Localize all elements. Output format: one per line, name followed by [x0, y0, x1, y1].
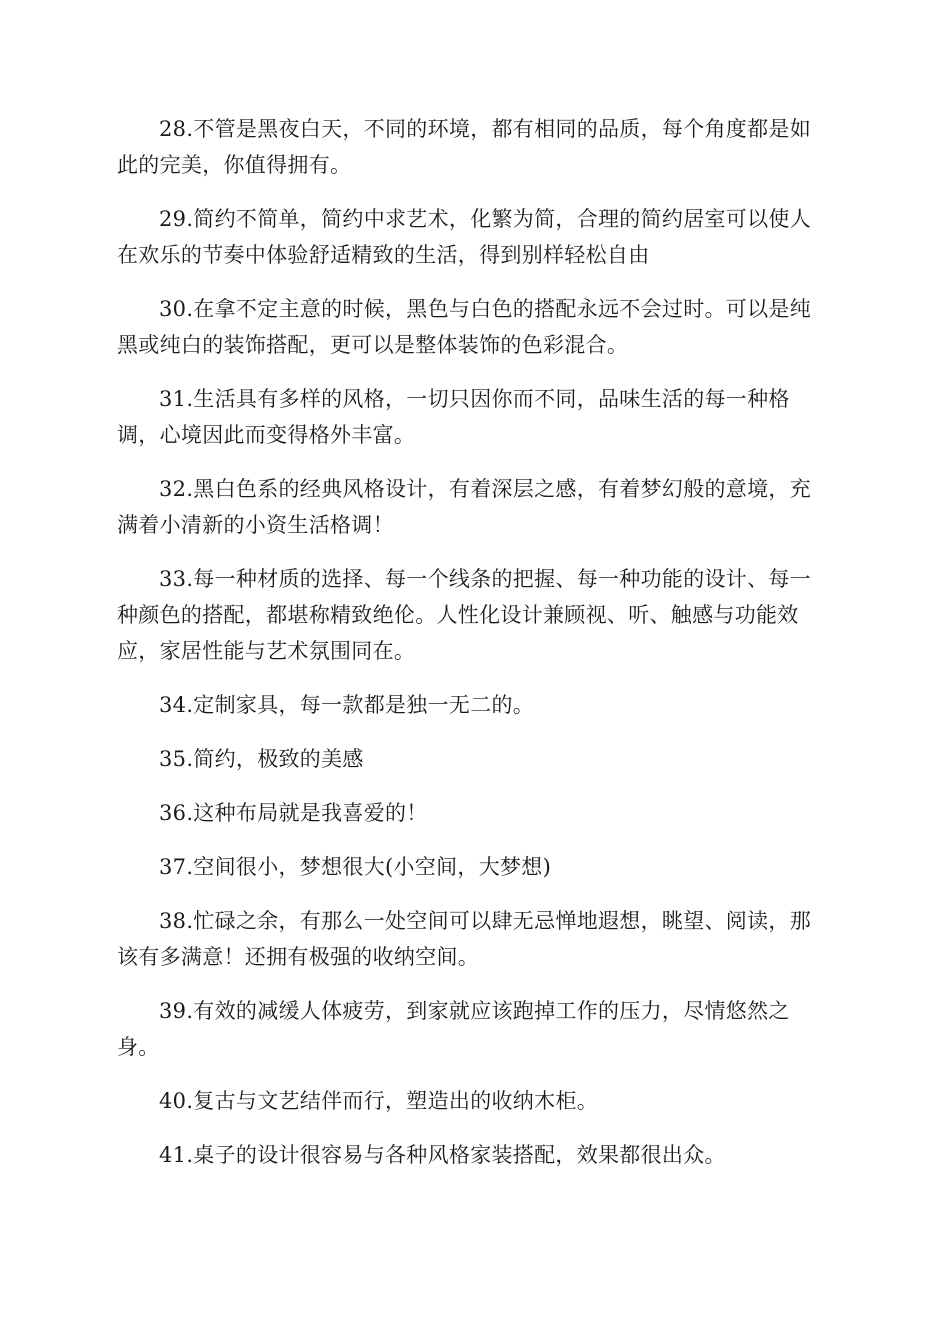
- paragraph-32: 32.黑白色系的经典风格设计，有着深层之感，有着梦幻般的意境，充满着小清新的小资生活格调！: [117, 477, 811, 537]
- paragraph-37: 37.空间很小，梦想很大(小空间，大梦想): [159, 855, 552, 879]
- paragraph-30: 30.在拿不定主意的时候，黑色与白色的搭配永远不会过时。可以是纯黑或纯白的装饰搭配，更可以是整体装饰的色彩混合。: [117, 297, 811, 357]
- paragraph-36: 36.这种布局就是我喜爱的！: [159, 801, 428, 825]
- paragraph-38: 38.忙碌之余，有那么一处空间可以肆无忌惮地遐想，眺望、阅读，那该有多满意！还拥有极强的收纳空间。: [117, 909, 811, 969]
- paragraph-33: 33.每一种材质的选择、每一个线条的把握、每一种功能的设计、每一种颜色的搭配，都堪称精致绝伦。人性化设计兼顾视、听、触感与功能效应，家居性能与艺术氛围同在。: [117, 567, 811, 663]
- paragraph-40: 40.复古与文艺结伴而行，塑造出的收纳木柜。: [159, 1089, 598, 1113]
- paragraph-29: 29.简约不简单，简约中求艺术，化繁为简，合理的简约居室可以使人在欢乐的节奏中体验舒适精致的生活，得到别样轻松自由: [117, 207, 811, 267]
- paragraph-39: 39.有效的减缓人体疲劳，到家就应该跑掉工作的压力，尽情悠然之身。: [117, 999, 790, 1059]
- paragraph-34: 34.定制家具，每一款都是独一无二的。: [159, 693, 535, 717]
- paragraph-35: 35.简约，极致的美感: [159, 747, 364, 771]
- paragraph-28: 28.不管是黑夜白天，不同的环境，都有相同的品质，每个角度都是如此的完美，你值得拥有。: [117, 117, 811, 177]
- document-body: [117, 111, 832, 1191]
- paragraph-31: 31.生活具有多样的风格，一切只因你而不同，品味生活的每一种格调，心境因此而变得格外丰富。: [117, 387, 790, 447]
- paragraph-41: 41.桌子的设计很容易与各种风格家装搭配，效果都很出众。: [159, 1143, 726, 1167]
